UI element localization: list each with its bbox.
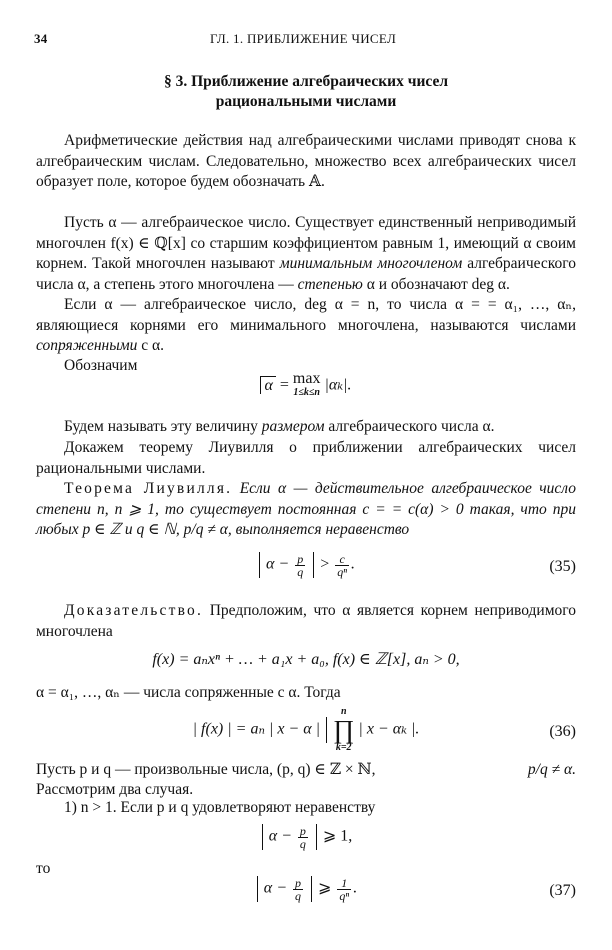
equation-35 — [36, 552, 576, 578]
paragraph-conjugates-then: α = α₁, …, αₙ — числа сопряженные с α. Тогда — [36, 684, 341, 701]
text-run: с α. — [137, 337, 164, 354]
eq35-dot: . — [351, 555, 355, 573]
max-limits: 1≤k≤n — [293, 387, 320, 398]
equation-36 — [36, 705, 576, 755]
abs-bar-left — [259, 552, 260, 578]
frac-num: p — [299, 823, 306, 838]
fraction-p-over-q — [293, 877, 303, 902]
abs-bar-right — [316, 824, 317, 850]
equation-number-37: (37) — [549, 882, 576, 899]
term-minimal-polynomial: минимальным многочленом — [279, 255, 463, 272]
theorem-label: Теорема Лиувилля. — [64, 480, 233, 497]
abs-bar-left — [257, 876, 258, 902]
frac-den: q — [297, 564, 304, 579]
abs-bar-left — [262, 824, 263, 850]
frac-den: qⁿ — [339, 888, 350, 903]
frac-den: q — [295, 888, 301, 903]
paragraph-denote: Обозначим — [64, 357, 138, 374]
ineq-ge-one: ⩾ 1, — [322, 827, 353, 845]
frac-num: p — [295, 875, 301, 890]
size-eq: = — [279, 376, 289, 394]
max-word: max — [292, 370, 321, 387]
proof-label: Доказательство. — [64, 602, 204, 619]
paragraph-arithmetic: Арифметические действия над алгебраическими числами приводят снова к алгебраическим числам. Следовательно, множество всех алгебраических чисел образует поле, которое будем обозначать 𝔸. — [36, 132, 576, 190]
text-run: Будем называть эту величину — [64, 418, 262, 435]
proof-text: Предположим, что α является корнем неприводимого многочлена — [36, 602, 576, 640]
eq35-alpha: α − — [265, 555, 290, 573]
eq37-ge: ⩾ — [318, 879, 332, 897]
paragraph-minimal-polynomial — [36, 213, 576, 295]
fraction-c-over-qn — [335, 553, 349, 578]
eq36-lhs: | f(x) | = aₙ | x − α | — [192, 720, 321, 738]
paragraph-two-cases: Рассмотрим два случая. — [36, 781, 194, 798]
max-operator — [293, 372, 321, 400]
inequality-ge-1 — [36, 824, 576, 850]
abs-bar-right — [311, 876, 312, 902]
eq37-dot: . — [353, 879, 358, 897]
fraction-p-over-q — [298, 825, 308, 850]
theorem-liouville — [36, 479, 576, 541]
running-head-title: ГЛ. 1. ПРИБЛИЖЕНИЕ ЧИСЕЛ — [210, 31, 397, 46]
section-title-line1: § 3. Приближение алгебраических чисел — [163, 73, 449, 90]
paragraph-size-def — [36, 417, 576, 438]
term-size: размером — [261, 418, 325, 435]
paragraph-let-p-q — [36, 760, 576, 781]
frac-num: c — [335, 553, 349, 566]
frac-num: 1 — [337, 877, 351, 890]
eq36-rhs: | x − αₖ |. — [358, 720, 420, 738]
term-conjugate: сопряженными — [36, 337, 138, 354]
product-operator — [333, 705, 354, 755]
formula-size — [36, 372, 576, 400]
frac-num: p — [297, 551, 304, 566]
product-upper: n — [340, 706, 347, 717]
text-p-over-q-ne: p/q ≠ α. — [527, 761, 576, 778]
text-run: α и обозначают deg α. — [362, 275, 510, 293]
term-degree: степенью — [297, 275, 363, 293]
ineq-alpha: α − — [268, 827, 292, 845]
size-symbol: α — [260, 376, 275, 394]
section-title — [0, 72, 612, 112]
section-title-line2: рациональными числами — [215, 93, 397, 110]
product-lower: k=2 — [335, 742, 352, 753]
abs-bar-right — [313, 552, 314, 578]
paragraph-liouville-intro: Докажем теорему Лиувилля о приближении алгебраических чисел рациональными числами. — [36, 439, 576, 477]
abs-bar-left — [326, 717, 327, 743]
page-number: 34 — [34, 31, 48, 46]
text-run: алгебраического числа α, а степень этого многочлена — — [36, 255, 576, 293]
text-let-pq: Пусть p и q — произвольные числа, (p, q) ∈ ℤ × ℕ, — [36, 761, 376, 778]
text-run: алгебраического числа α. — [324, 418, 495, 435]
eq35-gt: > — [320, 555, 330, 573]
theorem-text: Если α — действительное алгебраическое число степени n, n ⩾ 1, то существует постоянная c = = c(α) > 0 такая, что при любых p ∈ ℤ и q ∈ ℕ, p/q ≠ α, выполняется неравенство — [36, 480, 577, 538]
proof-paragraph — [36, 601, 576, 642]
text-run: Пусть α — алгебраическое число. Существует единственный неприводимый многочлен f(x) ∈ ℚ[x] со старшим коэффициентом равным 1, имеющий α своим корнем. Такой многочлен называют — [36, 214, 576, 272]
text-run: Если α — алгебраическое число, deg α = n, то числа α = = α₁, …, αₙ, являющиеся корнями его минимального многочлена, называются числами — [36, 296, 576, 334]
paragraph-conjugates — [36, 295, 576, 357]
equation-37 — [36, 876, 576, 902]
text-then: то — [36, 860, 51, 877]
case-1-paragraph: 1) n > 1. Если p и q удовлетворяют неравенству — [64, 799, 376, 816]
frac-den: q — [299, 836, 306, 851]
equation-number-35: (35) — [549, 558, 576, 575]
frac-den: qⁿ — [337, 564, 347, 579]
fraction-p-over-q — [295, 553, 305, 578]
size-rhs: |αₖ|. — [324, 376, 352, 394]
equation-number-36: (36) — [549, 723, 576, 740]
eq37-alpha: α − — [263, 879, 287, 897]
product-symbol: ∏ — [333, 715, 355, 744]
formula-polynomial: f(x) = aₙxⁿ + … + a₁x + a₀, f(x) ∈ ℤ[x], aₙ > 0, — [152, 651, 460, 668]
fraction-1-over-qn — [337, 877, 351, 902]
